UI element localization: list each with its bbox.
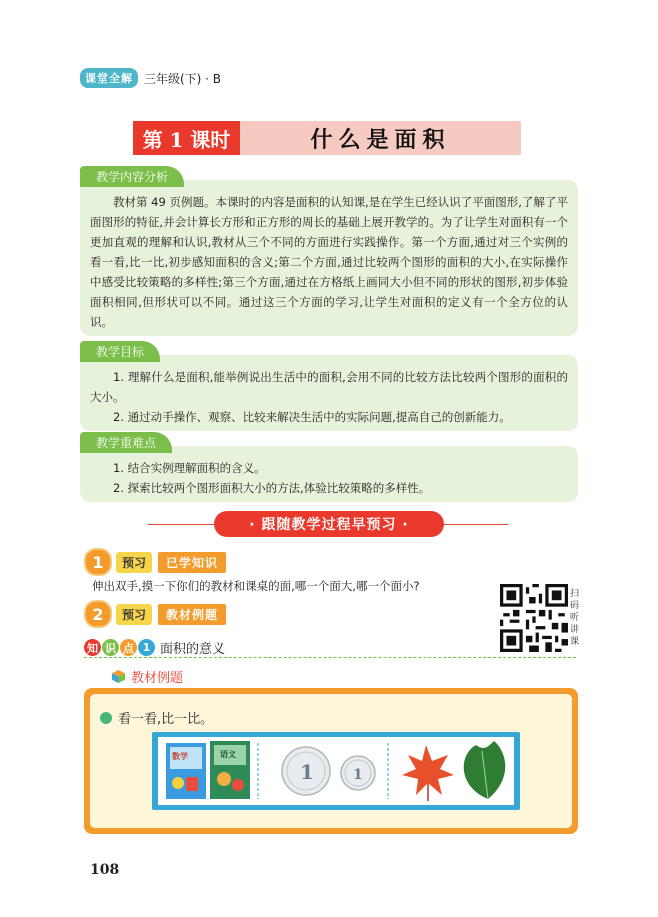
banner-line-right [440, 524, 508, 525]
example-instruction-text: 看一看,比一比。 [118, 712, 214, 727]
svg-text:1: 1 [353, 767, 363, 783]
step-label: 教材例题 [158, 604, 226, 625]
analysis-text: 教材第 49 页例题。本课时的内容是面积的认知课,是在学生已经认识了平面图形,了解了平面图形的特征,并会计算长方形和正方形的周长的基础上展开教学的。为了让学生对面积有一个更加直观的理解和认识,教材从三个不同的方面进行实践操作。第一个方面,通过对三个实例的看一看,比一比,初步感知面积的含义;第二个方面,通过比较两个图形的面积的大小,在实际操作中感受比较策略的多样性;第三个方面,通过在方格纸上画同大小但不同的形状的图形,初步体验面积相同,但形状可以不同。通过这三个方面的学习,让学生对面积的定义有一个全方位的认识。 [90, 195, 568, 329]
example-label: 教材例题 [131, 671, 184, 686]
keypoint-item: 2. 探索比较两个图形面积大小的方法,体验比较策略的多样性。 [113, 481, 431, 495]
example-card [84, 688, 578, 834]
preview-step-1 [84, 548, 226, 576]
keypoint-item: 1. 结合实例理解面积的含义。 [113, 461, 266, 475]
section-goals-body [90, 367, 568, 427]
math-book-icon [166, 743, 206, 799]
step-number: 1 [84, 548, 112, 576]
lesson-title-bar [133, 121, 521, 155]
preview-step-2 [84, 600, 226, 628]
maple-leaf-icon [402, 745, 454, 801]
preview-banner [148, 511, 508, 537]
section-analysis-body [90, 192, 568, 332]
coin-large-icon [282, 747, 330, 795]
qr-caption: 扫码听讲课 [570, 589, 580, 647]
kp-char: 知 [84, 639, 101, 656]
section-keypoints-tag: 教学重难点 [80, 432, 172, 453]
kp-char: 识 [102, 639, 119, 656]
example-pictures-frame [152, 732, 520, 810]
example-header [112, 667, 183, 686]
preview-question: 伸出双手,摸一下你们的教材和课桌的面,哪一个面大,哪一个面小? [92, 579, 420, 593]
chinese-book-title: 语文 [220, 750, 236, 759]
section-analysis [80, 170, 578, 336]
page-number: 108 [90, 862, 120, 878]
knowledge-point-title: 面积的意义 [160, 642, 226, 657]
banner-line-left [148, 524, 218, 525]
goal-item: 1. 理解什么是面积,能举例说出生活中的面积,会用不同的比较方法比较两个图形的面积的大小。 [90, 370, 568, 404]
step-label: 已学知识 [158, 552, 226, 573]
kp-char: 1 [138, 639, 155, 656]
section-goals [80, 345, 578, 431]
example-pictures [158, 737, 514, 805]
section-keypoints-body [90, 458, 568, 498]
math-book-title: 数学 [172, 752, 188, 761]
green-leaf-icon [464, 741, 506, 799]
example-card-inner [90, 694, 572, 828]
coin-small-icon [341, 756, 375, 790]
kp-char: 点 [120, 639, 137, 656]
section-analysis-tag: 教学内容分析 [80, 166, 184, 187]
qr-code-icon[interactable] [500, 584, 568, 652]
header-brand [80, 68, 221, 88]
step-tag: 预习 [116, 552, 152, 573]
svg-text:1: 1 [300, 760, 314, 784]
brand-badge: 课堂全解 [80, 68, 138, 88]
example-instruction [100, 708, 213, 727]
step-number: 2 [84, 600, 112, 628]
section-goals-tag: 教学目标 [80, 341, 160, 362]
bullet-dot-icon [100, 712, 112, 724]
step-tag: 预习 [116, 604, 152, 625]
chinese-book-icon [210, 741, 250, 799]
banner-title: · 跟随教学过程早预习 · [214, 511, 444, 537]
example-illustration [158, 737, 514, 805]
lesson-title: 什么是面积 [310, 126, 451, 153]
grade-label: 三年级(下) · B [144, 71, 222, 86]
lesson-number: 第 1 课时 [133, 121, 240, 155]
goal-item: 2. 通过动手操作、观察、比较来解决生活中的实际问题,提高自己的创新能力。 [113, 410, 511, 424]
cube-icon [112, 670, 125, 683]
section-keypoints [80, 436, 578, 502]
knowledge-point-header [84, 638, 225, 657]
knowledge-divider [84, 657, 576, 658]
